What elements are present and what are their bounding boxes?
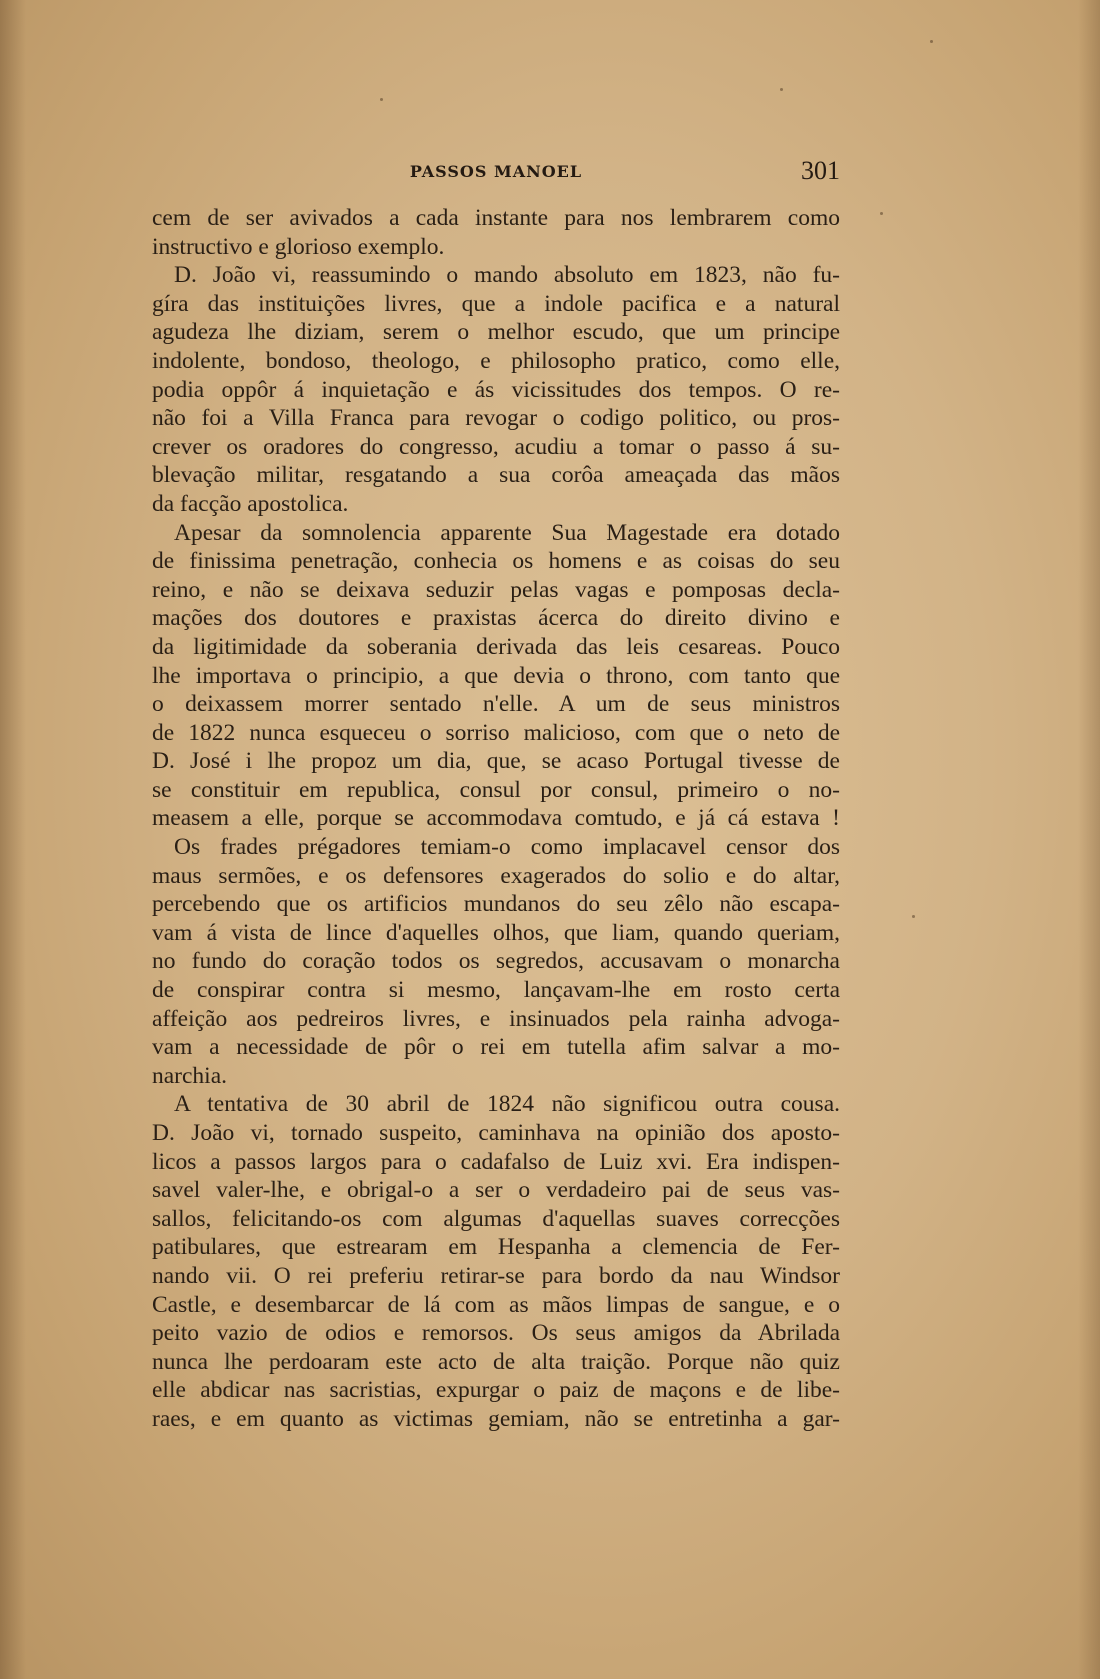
text-line: patibulares, que estrearam em Hespanha a clemencia de Fer- [152, 1234, 840, 1261]
text-line: D. José i lhe propoz um dia, que, se acaso Portugal tivesse de [152, 748, 840, 775]
text-line: nunca lhe perdoaram este acto de alta traição. Porque não quiz [152, 1348, 840, 1375]
text-line: blevação militar, resgatando a sua corôa ameaçada das mãos [152, 462, 840, 489]
text-line: de 1822 nunca esqueceu o sorriso malicioso, com que o neto de [152, 719, 840, 746]
paragraph [152, 204, 840, 261]
paper-speck [380, 98, 383, 101]
paragraph [152, 833, 840, 1090]
text-line: savel valer-lhe, e obrigal-o a ser o verdadeiro pai de seus vas- [152, 1177, 840, 1204]
text-line: lhe importava o principio, a que devia o throno, com tanto que [152, 662, 840, 689]
text-line: mações dos doutores e praxistas ácerca do direito divino e [152, 605, 840, 632]
text-line: A tentativa de 30 abril de 1824 não significou outra cousa. [174, 1091, 840, 1118]
text-line: percebendo que os artificios mundanos do seu zêlo não escapa- [152, 891, 840, 918]
text-line: indolente, bondoso, theologo, e philosopho pratico, como elle, [152, 347, 840, 374]
text-line: elle abdicar nas sacristias, expurgar o paiz de maçons e de libe- [152, 1377, 840, 1404]
text-line: licos a passos largos para o cadafalso de Luiz xvi. Era indispen- [152, 1148, 840, 1175]
text-line: sallos, felicitando-os com algumas d'aquellas suaves correcções [152, 1205, 840, 1232]
text-line: o deixassem morrer sentado n'elle. A um de seus ministros [152, 691, 840, 718]
text-line: cem de ser avivados a cada instante para nos lembrarem como [152, 205, 840, 231]
text-line: Castle, e desembarcar de lá com as mãos limpas de sangue, e o [152, 1291, 840, 1318]
text-line: D. João vi, reassumindo o mando absoluto em 1823, não fu- [174, 262, 840, 289]
text-line: podia oppôr á inquietação e ás vicissitudes dos tempos. O re- [152, 376, 840, 403]
text-line: affeição aos pedreiros livres, e insinuados pela rainha advoga- [152, 1005, 840, 1032]
page-header [152, 156, 840, 190]
text-line: vam á vista de lince d'aquelles olhos, que liam, quando queriam, [152, 919, 840, 946]
body-text [152, 204, 840, 1434]
paper-speck [912, 915, 915, 918]
paper-speck [880, 212, 883, 215]
paper-speck [930, 40, 933, 43]
paragraph [152, 1090, 840, 1433]
text-line: peito vazio de odios e remorsos. Os seus amigos da Abrilada [152, 1320, 840, 1347]
text-line: crever os oradores do congresso, acudiu a tomar o passo á su- [152, 433, 840, 460]
paper-speck [780, 88, 783, 91]
text-line: de conspirar contra si mesmo, lançavam-lhe em rosto certa [152, 977, 840, 1004]
text-line: da facção apostolica. [152, 490, 349, 517]
page-number: 301 [801, 156, 840, 185]
text-line: não foi a Villa Franca para revogar o codigo politico, ou pros- [152, 405, 840, 432]
text-line: gíra das instituições livres, que a indole pacifica e a natural [152, 290, 840, 317]
text-line: da ligitimidade da soberania derivada das leis cesareas. Pouco [152, 633, 840, 660]
text-line: D. João vi, tornado suspeito, caminhava na opinião dos aposto- [152, 1120, 840, 1146]
paragraph [152, 519, 840, 834]
text-line: maus sermões, e os defensores exagerados do solio e do altar, [152, 862, 840, 889]
paragraph [152, 261, 840, 518]
text-line: Os frades prégadores temiam-o como implacavel censor dos [174, 834, 840, 861]
text-line: reino, e não se deixava seduzir pelas vagas e pomposas decla- [152, 576, 840, 603]
text-line: de finissima penetração, conhecia os homens e as coisas do seu [152, 548, 840, 575]
text-line: raes, e em quanto as victimas gemiam, não se entretinha a gar- [152, 1405, 840, 1432]
text-line: narchia. [152, 1062, 228, 1089]
text-line: nando vii. O rei preferiu retirar-se para bordo da nau Windsor [152, 1262, 840, 1289]
text-line: agudeza lhe diziam, serem o melhor escudo, que um principe [152, 319, 840, 346]
text-line: measem a elle, porque se accommodava comtudo, e já cá estava ! [152, 805, 840, 832]
text-line: instructivo e glorioso exemplo. [152, 233, 445, 260]
text-line: vam a necessidade de pôr o rei em tutella afim salvar a mo- [152, 1034, 840, 1061]
text-line: Apesar da somnolencia apparente Sua Magestade era dotado [174, 519, 840, 546]
text-line: no fundo do coração todos os segredos, accusavam o monarcha [152, 948, 840, 975]
running-title: PASSOS MANOEL [409, 162, 583, 181]
text-line: se constituir em republica, consul por consul, primeiro o no- [152, 776, 840, 803]
